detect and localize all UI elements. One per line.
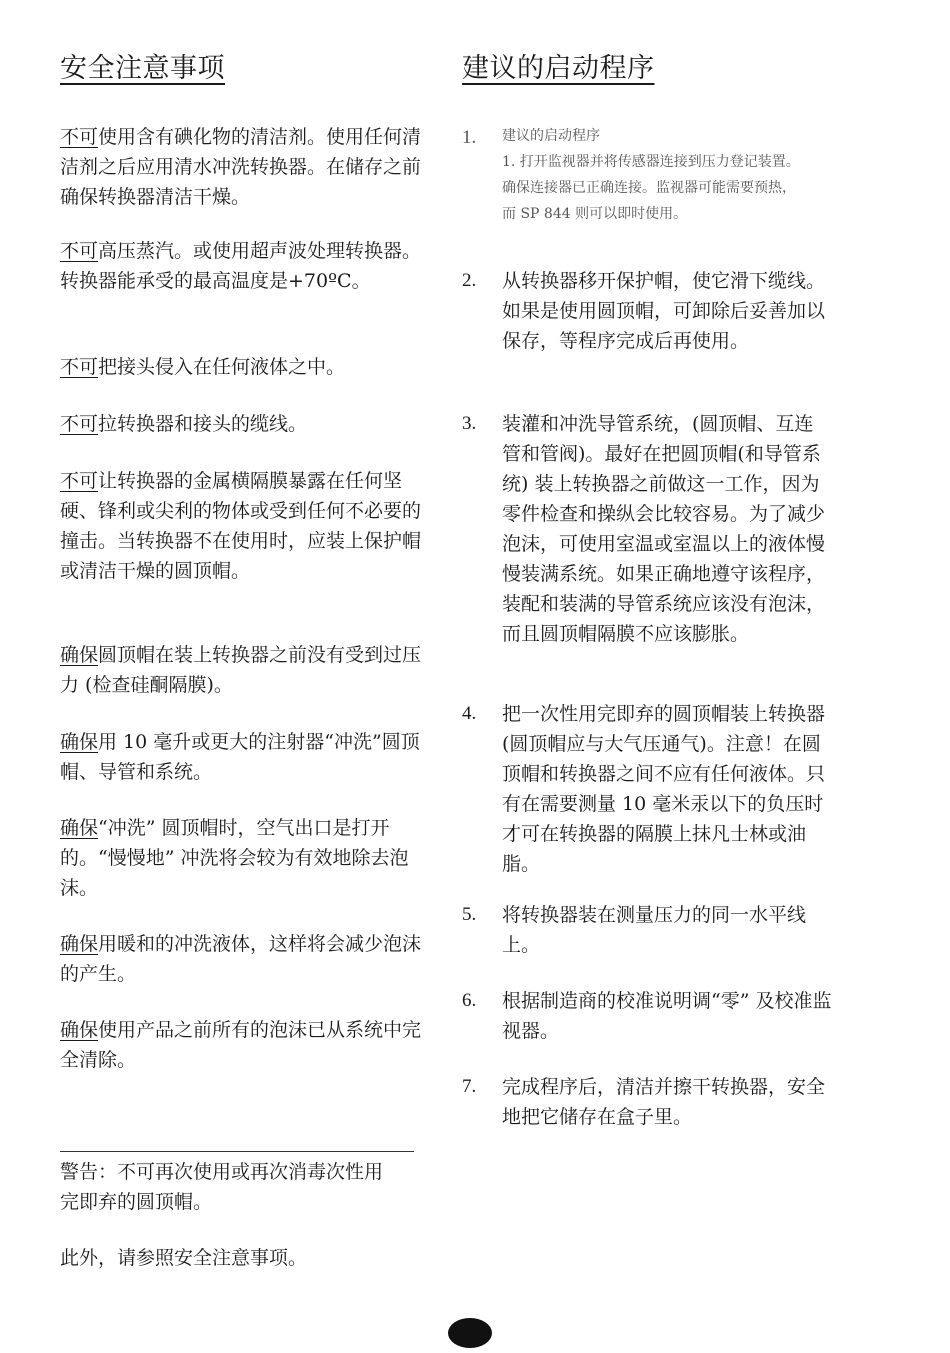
warning-text: 警告：不可再次使用或再次消毒次性用完即弃的圆顶帽。 [60, 1161, 384, 1213]
safety-keyword: 确保 [60, 731, 99, 753]
safety-keyword: 确保 [60, 644, 99, 666]
safety-keyword: 不可 [60, 126, 99, 148]
safety-text: 高压蒸汽。或使用超声波处理转换器。转换器能承受的最高温度是+70ºC。 [60, 240, 422, 292]
safety-text: “冲洗” 圆顶帽时，空气出口是打开的。“慢慢地” 冲洗将会较为有效地除去泡沫。 [60, 817, 409, 899]
safety-text: 使用产品之前所有的泡沫已从系统中完全清除。 [60, 1019, 422, 1071]
step-number: 2. [462, 270, 477, 291]
step-number: 7. [462, 1076, 477, 1097]
page-marker [448, 1318, 492, 1348]
safety-keyword: 确保 [60, 1019, 99, 1041]
step-text: 完成程序后，清洁并擦干转换器，安全地把它储存在盒子里。 [502, 1076, 826, 1128]
safety-paragraph [60, 1015, 426, 1075]
safety-text: 让转换器的金属横隔膜暴露在任何坚硬、锋利或尖利的物体或受到任何不必要的撞击。当转换器不在使用时，应装上保护帽或清洁干燥的圆顶帽。 [60, 470, 422, 582]
safety-paragraph [60, 640, 426, 700]
step-line: 确保连接器已正确连接。监视器可能需要预热， [502, 180, 796, 196]
safety-keyword: 不可 [60, 413, 99, 435]
safety-text: 用暖和的冲洗液体，这样将会减少泡沫的产生。 [60, 933, 422, 985]
step-number: 6. [462, 990, 477, 1011]
safety-paragraph [60, 727, 426, 787]
safety-heading: 安全注意事项 [60, 53, 225, 84]
step-number: 1. [462, 127, 477, 148]
step-text: 从转换器移开保护帽，使它滑下缆线。如果是使用圆顶帽，可卸除后妥善加以保存，等程序完成后再使用。 [502, 270, 826, 352]
step-text: 将转换器装在测量压力的同一水平线上。 [502, 904, 807, 956]
see-also-note: 此外，请参照安全注意事项。 [60, 1247, 308, 1269]
safety-text: 把接头侵入在任何液体之中。 [98, 356, 346, 378]
procedure-heading: 建议的启动程序 [462, 53, 655, 84]
step-number: 5. [462, 904, 477, 925]
warning-divider [60, 1151, 414, 1152]
step-number: 4. [462, 703, 477, 724]
step-title: 建议的启动程序 [502, 128, 600, 144]
step-text: 把一次性用完即弃的圆顶帽装上转换器 (圆顶帽应与大气压通气)。注意！在圆顶帽和转换器之间不应有任何液体。只有在需要测量 10 毫米汞以下的负压时才可在转换器的隔膜上抹凡士林或油脂。 [502, 703, 826, 875]
safety-text: 用 10 毫升或更大的注射器“冲洗”圆顶帽、导管和系统。 [60, 731, 420, 783]
safety-text: 圆顶帽在装上转换器之前没有受到过压力 (检查硅酮隔膜)。 [60, 644, 422, 696]
safety-keyword: 不可 [60, 470, 99, 492]
safety-keyword: 不可 [60, 356, 99, 378]
safety-paragraph [60, 236, 426, 296]
step-text: 装灌和冲洗导管系统，(圆顶帽、互连管和管阀)。最好在把圆顶帽(和导管系统) 装上转换器之前做这一工作，因为零件检查和操纵会比较容易。为了减少泡沫，可使用室温或室温以上的液体慢慢装满系统。如果正确地遵守该程序，装配和装满的导管系统应该没有泡沫，而且圆顶帽隔膜不应该膨胀。 [502, 413, 826, 645]
safety-text: 拉转换器和接头的缆线。 [98, 413, 308, 435]
step-number: 3. [462, 413, 477, 434]
safety-text: 使用含有碘化物的清洁剂。使用任何清洁剂之后应用清水冲洗转换器。在储存之前确保转换器清洁干燥。 [60, 126, 422, 208]
safety-keyword: 不可 [60, 240, 99, 262]
safety-keyword: 确保 [60, 933, 99, 955]
safety-paragraph [60, 813, 426, 903]
step-line: 1. 打开监视器并将传感器连接到压力登记装置。 [502, 154, 800, 170]
step-text [502, 123, 832, 227]
safety-paragraph [60, 122, 426, 212]
safety-keyword: 确保 [60, 817, 99, 839]
step-line: 而 SP 844 则可以即时使用。 [502, 206, 688, 222]
safety-paragraph [60, 409, 426, 439]
safety-paragraph [60, 929, 426, 989]
safety-paragraph [60, 352, 426, 382]
step-text: 根据制造商的校准说明调“零” 及校准监视器。 [502, 990, 832, 1042]
safety-paragraph [60, 466, 426, 586]
